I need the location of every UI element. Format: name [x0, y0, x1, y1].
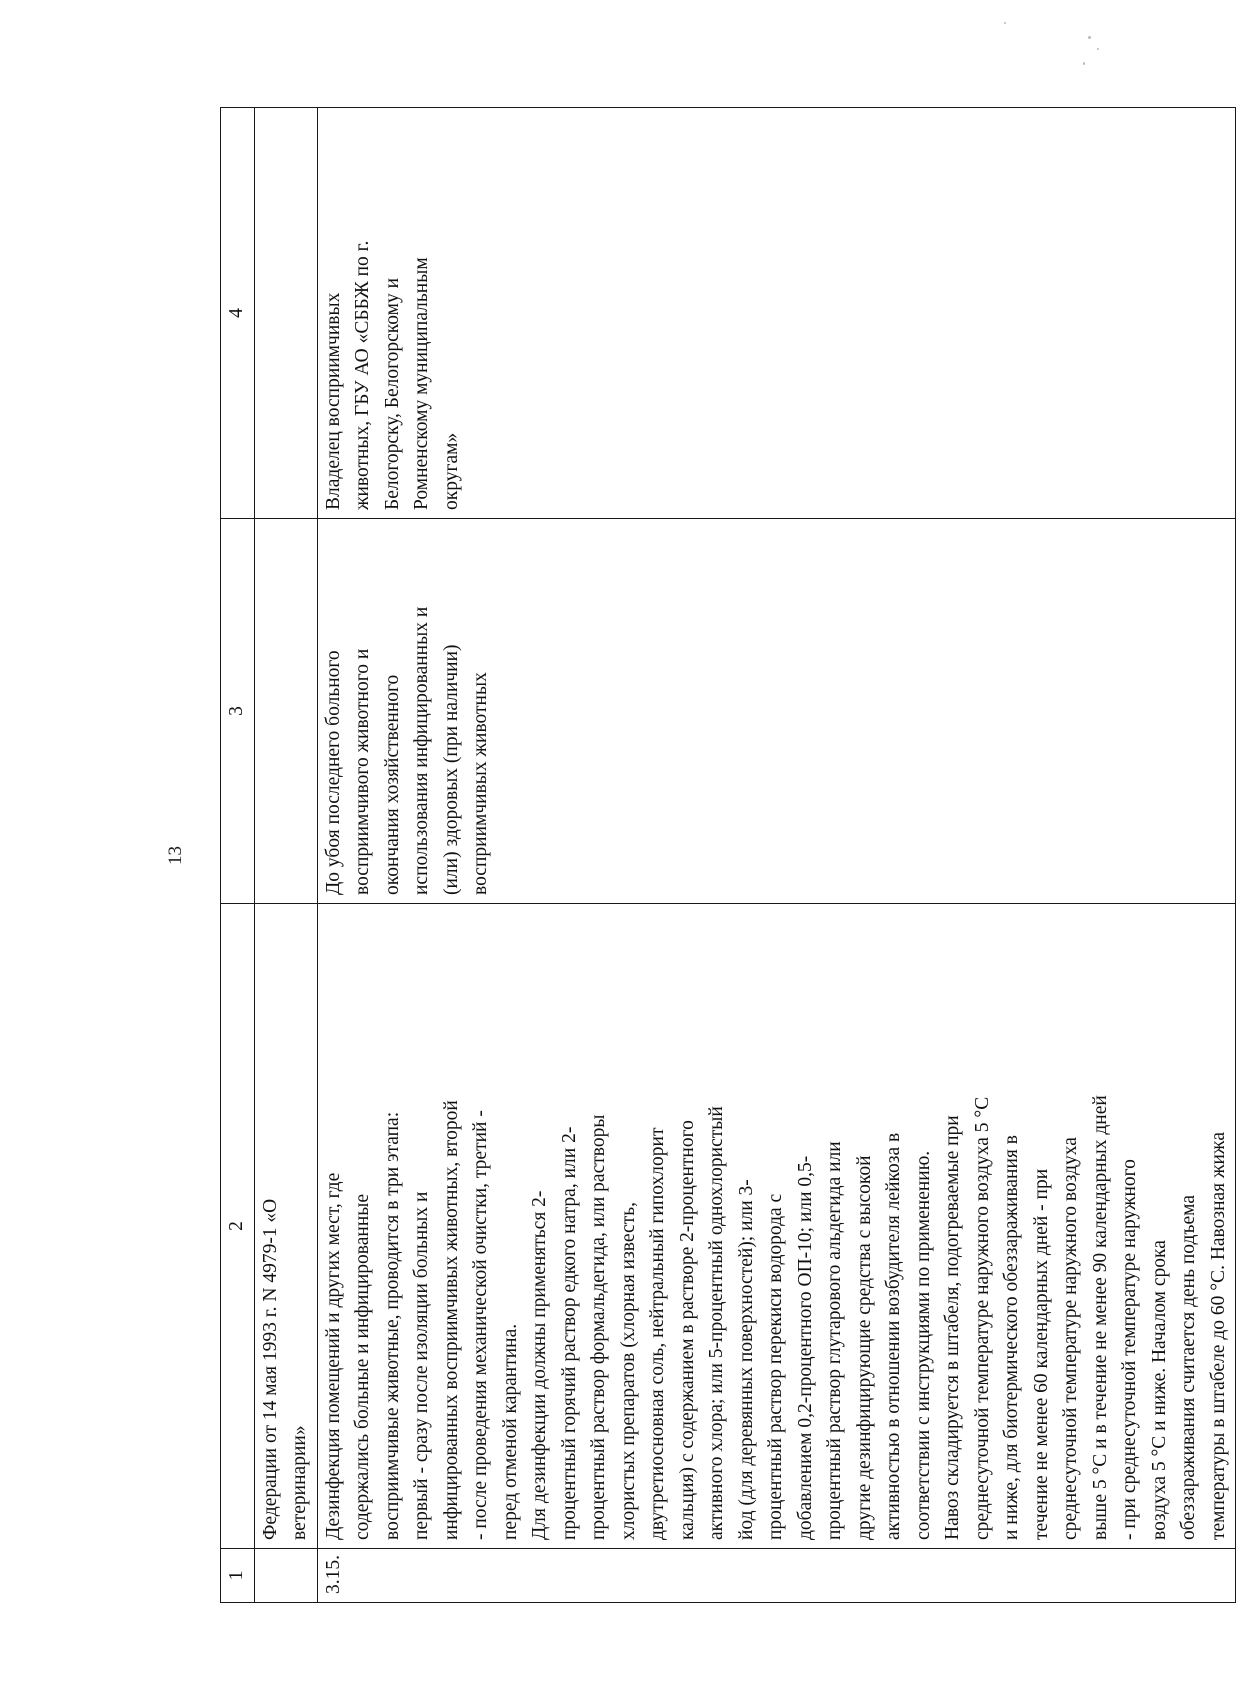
header-cell-1: 1 — [221, 1549, 255, 1603]
rotated-document-page — [140, 108, 1229, 1603]
header-cell-2: 2 — [221, 904, 255, 1549]
responsible-cell — [317, 108, 1236, 519]
continuation-measure-text: Федерации от 14 мая 1993 г. N 4979-1 «О ветеринарии» — [259, 1198, 310, 1540]
header-cell-4: 4 — [221, 108, 255, 519]
table-header-row — [221, 108, 255, 1603]
measure-cell — [317, 904, 1236, 1549]
responsible-text: Владелец восприимчивых животных, ГБУ АО «СББЖ по г. Белогорску, Белогорскому и Ромненскому муниципальным округам» — [322, 240, 462, 510]
continuation-measure-cell — [254, 904, 317, 1549]
scan-speck — [1088, 36, 1091, 39]
continuation-responsible-cell — [254, 108, 317, 519]
term-text: До убоя последнего больного восприимчивого животного и окончания хозяйственного использования инфицированных и (или) здоровых (при наличии) восприимчивых животных — [322, 606, 491, 895]
scan-speck — [1097, 48, 1099, 50]
continuation-term-cell — [254, 519, 317, 904]
measure-paragraph-disinfectants: Для дезинфекции должны применяться 2- процентный горячий раствор едкого натра, или 2- процентный раствор формальдегида, или растворы хлористых препаратов (хлорная известь, двутретиосновная соль, нейтральный гипохлорит кальция) с содержанием в растворе 2-процентного активного хлора; или 5-процентный однохлористый йод (для деревянных поверхностей); или 3- процентный раствор перекиси водорода с добавлением 0,2-процентного ОП-10; или 0,5- процентный раствор глутарового альдегида или другие дезинфицирующие средства с высокой активностью в отношении возбудителя лейкоза в соответствии с инструкциями по применению. — [529, 1106, 934, 1540]
scan-speck — [1083, 62, 1085, 65]
table-row-3-15 — [317, 108, 1236, 1603]
term-cell — [317, 519, 1236, 904]
measure-paragraph-disinfection-stages: Дезинфекция помещений и других мест, где содержались больные и инфицированные восприимчивые животные, проводится в три этапа: первый - сразу после изоляции больных и инфицированных восприимчивых животных, второй - после проведения механической очистки, третий - перед отменой карантина. — [322, 1100, 521, 1540]
header-cell-3: 3 — [221, 519, 255, 904]
continuation-number-cell — [254, 1549, 317, 1603]
measure-paragraph-manure: Навоз складируется в штабеля, подогреваемые при среднесуточной температуре наружного воздуха 5 °С и ниже, для биотермического обеззараживания в течение не менее 60 календарных дней - при среднесуточной температуре наружного воздуха выше 5 °С и в течение не менее 90 календарных дней - при среднесуточной температуре наружного воздуха 5 °С и ниже. Началом срока обеззараживания считается день подъема температуры в штабеле до 60 °С. Навозная жижа — [942, 1095, 1229, 1540]
page-number: 13 — [165, 846, 186, 865]
measures-table — [220, 107, 1236, 1603]
continuation-row — [254, 108, 317, 1603]
row-number-cell: 3.15. — [317, 1549, 1236, 1603]
scan-speck — [1004, 22, 1006, 24]
